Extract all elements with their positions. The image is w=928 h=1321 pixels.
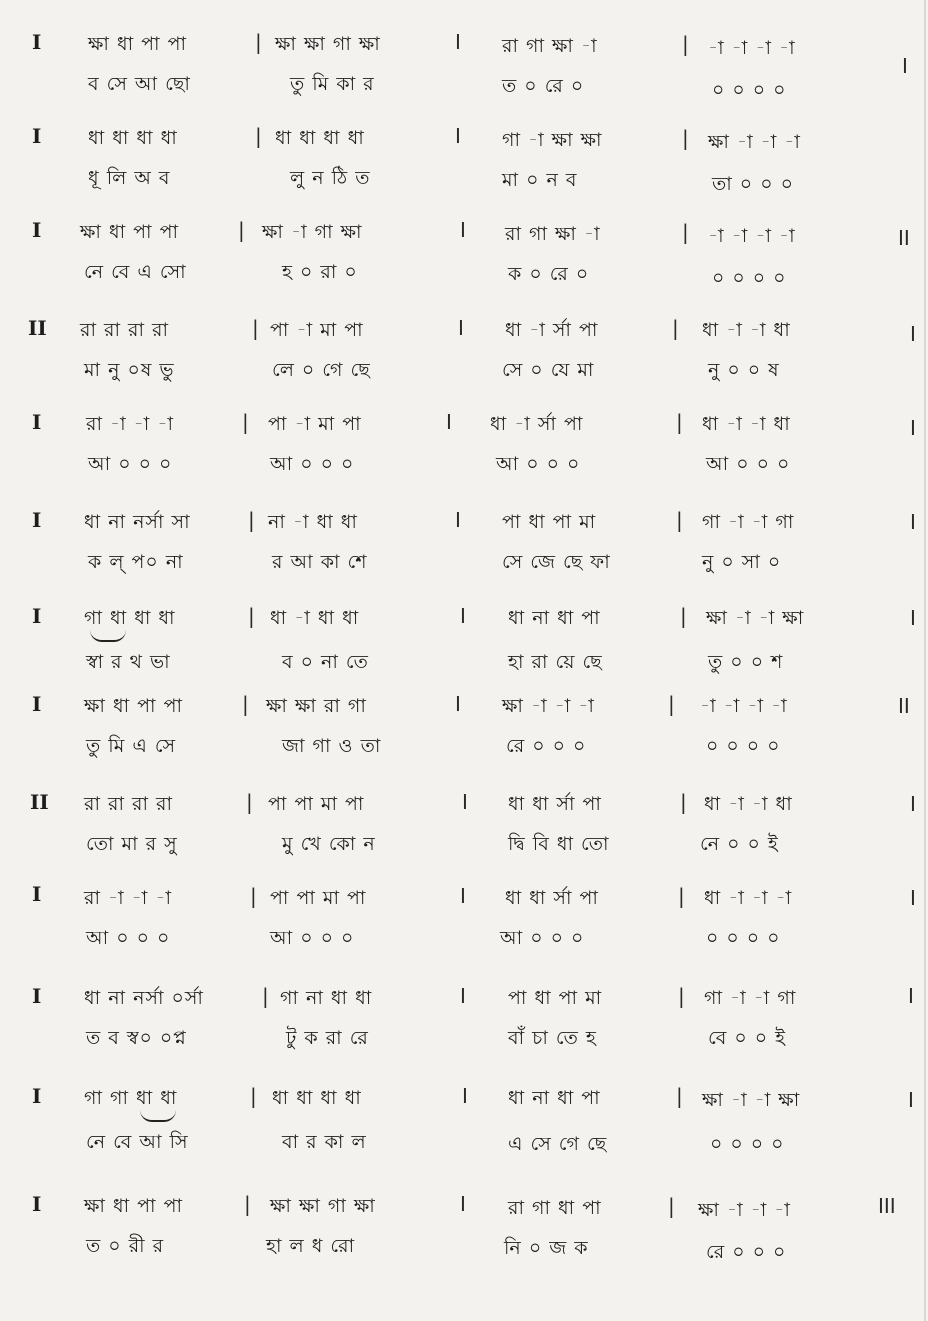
row-start-marker: I [32, 410, 42, 434]
lyric-measure-3: সে ০ যে মা [502, 359, 595, 381]
bar-line: | [678, 884, 685, 908]
notation-row [0, 216, 928, 300]
lyric-measure-4: নু ০ ০ ষ [708, 359, 780, 381]
notation-row [0, 408, 928, 492]
notation-row [0, 504, 928, 588]
swara-measure-1: ক্ষা ধা পা পা [84, 1195, 183, 1217]
section-bar: I [460, 218, 466, 242]
lyric-measure-3: মা ০ ন ব [502, 169, 578, 191]
swara-measure-2: পা -া মা পা [268, 413, 362, 435]
swara-measure-1: রা রা রা রা [84, 793, 173, 815]
swara-measure-1: ক্ষা ধা পা পা [88, 33, 187, 55]
row-start-marker: I [32, 604, 42, 628]
section-bar: I [455, 30, 461, 54]
row-end-marker: I [902, 54, 908, 78]
section-bar: I [446, 410, 452, 434]
swara-measure-3: ধা না ধা পা [508, 607, 601, 629]
lyric-measure-2: টু ক রা রে [286, 1027, 369, 1049]
lyric-measure-1: তু মি এ সে [86, 735, 177, 757]
notation-row [0, 1188, 928, 1272]
notation-row [0, 600, 928, 684]
bar-line: | [255, 124, 262, 148]
row-end-marker: I [910, 606, 916, 630]
section-bar: I [455, 124, 461, 148]
lyric-measure-4: ০ ০ ০ ০ [706, 927, 781, 949]
swara-measure-2: পা -া মা পা [270, 319, 364, 341]
swara-measure-3: পা ধা পা মা [508, 987, 603, 1009]
lyric-measure-1: স্বা র থ ভা [86, 651, 171, 673]
bar-line: | [252, 316, 259, 340]
bar-line: | [682, 126, 689, 150]
bar-line: | [678, 984, 685, 1008]
swara-measure-4: ক্ষা -া -া -া [698, 1199, 791, 1221]
notation-row [0, 786, 928, 870]
bar-line: | [244, 1192, 251, 1216]
swara-measure-1: ক্ষা ধা পা পা [80, 221, 179, 243]
lyric-measure-3: ত ০ রে ০ [502, 75, 585, 97]
bar-line: | [262, 984, 269, 1008]
lyric-measure-1: আ ০ ০ ০ [88, 453, 173, 475]
lyric-measure-4: বে ০ ০ ই [708, 1027, 786, 1049]
notation-row [0, 880, 928, 964]
lyric-measure-1: ত ০ রী র [86, 1235, 165, 1257]
lyric-measure-4: নে ০ ০ ই [700, 833, 779, 855]
lyric-measure-4: তু ০ ০ শ [708, 651, 784, 673]
swara-measure-3: গা -া ক্ষা ক্ষা [502, 129, 603, 151]
lyric-measure-1: মা নু ০ষ ভু [84, 359, 175, 381]
row-end-marker: I [910, 510, 916, 534]
swara-measure-4: ক্ষা -া -া ক্ষা [702, 1089, 801, 1111]
lyric-measure-2: তু মি কা র [290, 73, 375, 95]
swara-measure-2: পা পা মা পা [268, 793, 365, 815]
slur-mark [90, 630, 126, 642]
lyric-measure-1: আ ০ ০ ০ [86, 927, 171, 949]
lyric-measure-2: লু ন ঠি ত [290, 167, 371, 189]
lyric-measure-1: ব সে আ ছো [88, 73, 191, 95]
bar-line: | [680, 604, 687, 628]
lyric-measure-3: সে জে ছে ফা [502, 551, 611, 573]
row-end-marker: II [898, 694, 910, 718]
lyric-measure-1: ত ব স্ব০ ০প্ন [86, 1027, 187, 1049]
swara-measure-3: ধা না ধা পা [508, 1087, 601, 1109]
lyric-measure-2: জা গা ও তা [282, 735, 382, 757]
lyric-measure-4: ০ ০ ০ ০ [706, 735, 781, 757]
lyric-measure-4: আ ০ ০ ০ [706, 453, 791, 475]
swara-measure-1: ধা না নর্সা সা [84, 511, 191, 533]
bar-line: | [246, 790, 253, 814]
swara-measure-4: ক্ষা -া -া ক্ষা [706, 607, 805, 629]
bar-line: | [238, 218, 245, 242]
swara-measure-4: ধা -া -া -া [704, 887, 793, 909]
lyric-measure-1: নে বে আ সি [86, 1131, 189, 1153]
row-start-marker: II [28, 316, 47, 340]
section-bar: I [460, 1192, 466, 1216]
row-end-marker: III [878, 1194, 896, 1218]
swara-measure-2: ধা ধা ধা ধা [272, 1087, 362, 1109]
swara-measure-4: ধা -া -া ধা [702, 319, 791, 341]
swara-measure-1: গা ধা ধা ধা [84, 607, 176, 629]
swara-measure-3: ধা -া র্সা পা [505, 319, 599, 341]
row-start-marker: I [32, 984, 42, 1008]
bar-line: | [242, 410, 249, 434]
swara-measure-1: গা গা ধা ধা [84, 1087, 178, 1109]
swara-measure-4: গা -া -া গা [704, 987, 797, 1009]
swara-measure-4: -া -া -া -া [700, 695, 788, 717]
swara-measure-4: গা -া -া গা [702, 511, 795, 533]
lyric-measure-4: ০ ০ ০ ০ [710, 1133, 785, 1155]
swara-measure-1: ক্ষা ধা পা পা [84, 695, 183, 717]
notation-row [0, 122, 928, 206]
slur-mark [140, 1110, 176, 1122]
lyric-measure-4: ০ ০ ০ ০ [712, 267, 787, 289]
bar-line: | [682, 32, 689, 56]
row-start-marker: I [32, 124, 42, 148]
bar-line: | [676, 410, 683, 434]
lyric-measure-3: বাঁ চা তে হ [508, 1027, 597, 1049]
bar-line: | [682, 220, 689, 244]
lyric-measure-2: মু খে কো ন [282, 833, 376, 855]
lyric-measure-4: নু ০ সা ০ [702, 551, 782, 573]
lyric-measure-3: দ্বি বি ধা তো [508, 833, 610, 855]
lyric-measure-4: রে ০ ০ ০ [706, 1241, 787, 1263]
swara-measure-4: ক্ষা -া -া -া [708, 131, 801, 153]
lyric-measure-4: ০ ০ ০ ০ [712, 79, 787, 101]
swara-measure-2: ক্ষা ক্ষা গা ক্ষা [275, 33, 381, 55]
notation-row [0, 312, 928, 396]
section-bar: I [455, 692, 461, 716]
swara-measure-1: ধা ধা ধা ধা [88, 127, 178, 149]
swara-measure-3: রা গা ক্ষা -া [502, 35, 598, 57]
lyric-measure-1: ধূ লি অ ব [88, 167, 171, 189]
swara-measure-2: পা পা মা পা [270, 887, 367, 909]
swara-measure-1: ধা না নর্সা ০র্সা [84, 987, 204, 1009]
swara-measure-4: ধা -া -া ধা [704, 793, 793, 815]
row-start-marker: I [32, 692, 42, 716]
lyric-measure-3: এ সে গে ছে [508, 1133, 608, 1155]
lyric-measure-3: ক ০ রে ০ [508, 263, 590, 285]
bar-line: | [250, 1084, 257, 1108]
bar-line: | [250, 884, 257, 908]
swara-measure-4: ধা -া -া ধা [702, 413, 791, 435]
swara-measure-3: রা গা ধা পা [508, 1197, 602, 1219]
swara-measure-3: ধা -া র্সা পা [490, 413, 584, 435]
notation-row [0, 1080, 928, 1164]
lyric-measure-3: আ ০ ০ ০ [500, 927, 585, 949]
lyric-measure-2: হ ০ রা ০ [282, 261, 358, 283]
bar-line: | [248, 604, 255, 628]
swara-measure-2: ক্ষা ক্ষা রা গা [266, 695, 367, 717]
lyric-measure-1: তো মা র সু [86, 833, 178, 855]
section-bar: I [462, 1084, 468, 1108]
section-bar: I [460, 884, 466, 908]
row-end-marker: I [910, 886, 916, 910]
row-end-marker: I [910, 322, 916, 346]
row-end-marker: I [908, 984, 914, 1008]
swara-measure-1: রা -া -া -া [86, 413, 174, 435]
swara-measure-2: ধা -া ধা ধা [270, 607, 360, 629]
swara-measure-1: রা -া -া -া [84, 887, 172, 909]
swara-measure-3: ধা ধা র্সা পা [505, 887, 599, 909]
lyric-measure-4: তা ০ ০ ০ [712, 173, 794, 195]
swara-measure-3: ধা ধা র্সা পা [508, 793, 602, 815]
lyric-measure-2: র আ কা শে [272, 551, 368, 573]
notation-row [0, 688, 928, 772]
lyric-measure-2: ব ০ না তে [282, 651, 369, 673]
lyric-measure-2: লে ০ গে ছে [272, 359, 371, 381]
lyric-measure-2: আ ০ ০ ০ [270, 927, 355, 949]
row-start-marker: I [32, 218, 42, 242]
section-bar: I [462, 790, 468, 814]
lyric-measure-2: বা র কা ল [282, 1131, 367, 1153]
swara-measure-1: রা রা রা রা [80, 319, 169, 341]
bar-line: | [668, 1194, 675, 1218]
swara-measure-2: ক্ষা ক্ষা গা ক্ষা [270, 1195, 376, 1217]
row-start-marker: II [30, 790, 49, 814]
row-end-marker: I [910, 792, 916, 816]
bar-line: | [255, 30, 262, 54]
notation-row [0, 26, 928, 110]
swara-measure-3: ক্ষা -া -া -া [502, 695, 595, 717]
bar-line: | [676, 508, 683, 532]
row-end-marker: I [908, 1088, 914, 1112]
lyric-measure-3: রে ০ ০ ০ [506, 735, 587, 757]
section-bar: I [460, 604, 466, 628]
lyric-measure-3: নি ০ জ ক [504, 1237, 589, 1259]
lyric-measure-1: ক ল্ প০ না [88, 551, 184, 573]
swara-measure-2: ক্ষা -া গা ক্ষা [262, 221, 363, 243]
section-bar: I [458, 316, 464, 340]
section-bar: I [460, 984, 466, 1008]
row-start-marker: I [32, 1192, 42, 1216]
section-bar: I [455, 508, 461, 532]
lyric-measure-3: হা রা য়ে ছে [508, 651, 603, 673]
bar-line: | [248, 508, 255, 532]
swara-measure-2: না -া ধা ধা [268, 511, 358, 533]
notation-row [0, 980, 928, 1064]
bar-line: | [242, 692, 249, 716]
swara-measure-2: ধা ধা ধা ধা [275, 127, 365, 149]
row-start-marker: I [32, 30, 42, 54]
bar-line: | [680, 790, 687, 814]
bar-line: | [676, 1084, 683, 1108]
row-start-marker: I [32, 1084, 42, 1108]
swara-measure-4: -া -া -া -া [708, 37, 796, 59]
swara-measure-2: গা না ধা ধা [280, 987, 373, 1009]
bar-line: | [668, 692, 675, 716]
row-end-marker: II [898, 226, 910, 250]
row-start-marker: I [32, 882, 42, 906]
swara-measure-4: -া -া -া -া [708, 225, 796, 247]
swara-measure-3: পা ধা পা মা [502, 511, 597, 533]
row-start-marker: I [32, 508, 42, 532]
lyric-measure-3: আ ০ ০ ০ [496, 453, 581, 475]
bar-line: | [672, 316, 679, 340]
lyric-measure-2: হা ল ধ রো [266, 1235, 356, 1257]
lyric-measure-1: নে বে এ সো [84, 261, 187, 283]
row-end-marker: I [910, 416, 916, 440]
swara-measure-3: রা গা ক্ষা -া [505, 223, 601, 245]
lyric-measure-2: আ ০ ০ ০ [270, 453, 355, 475]
